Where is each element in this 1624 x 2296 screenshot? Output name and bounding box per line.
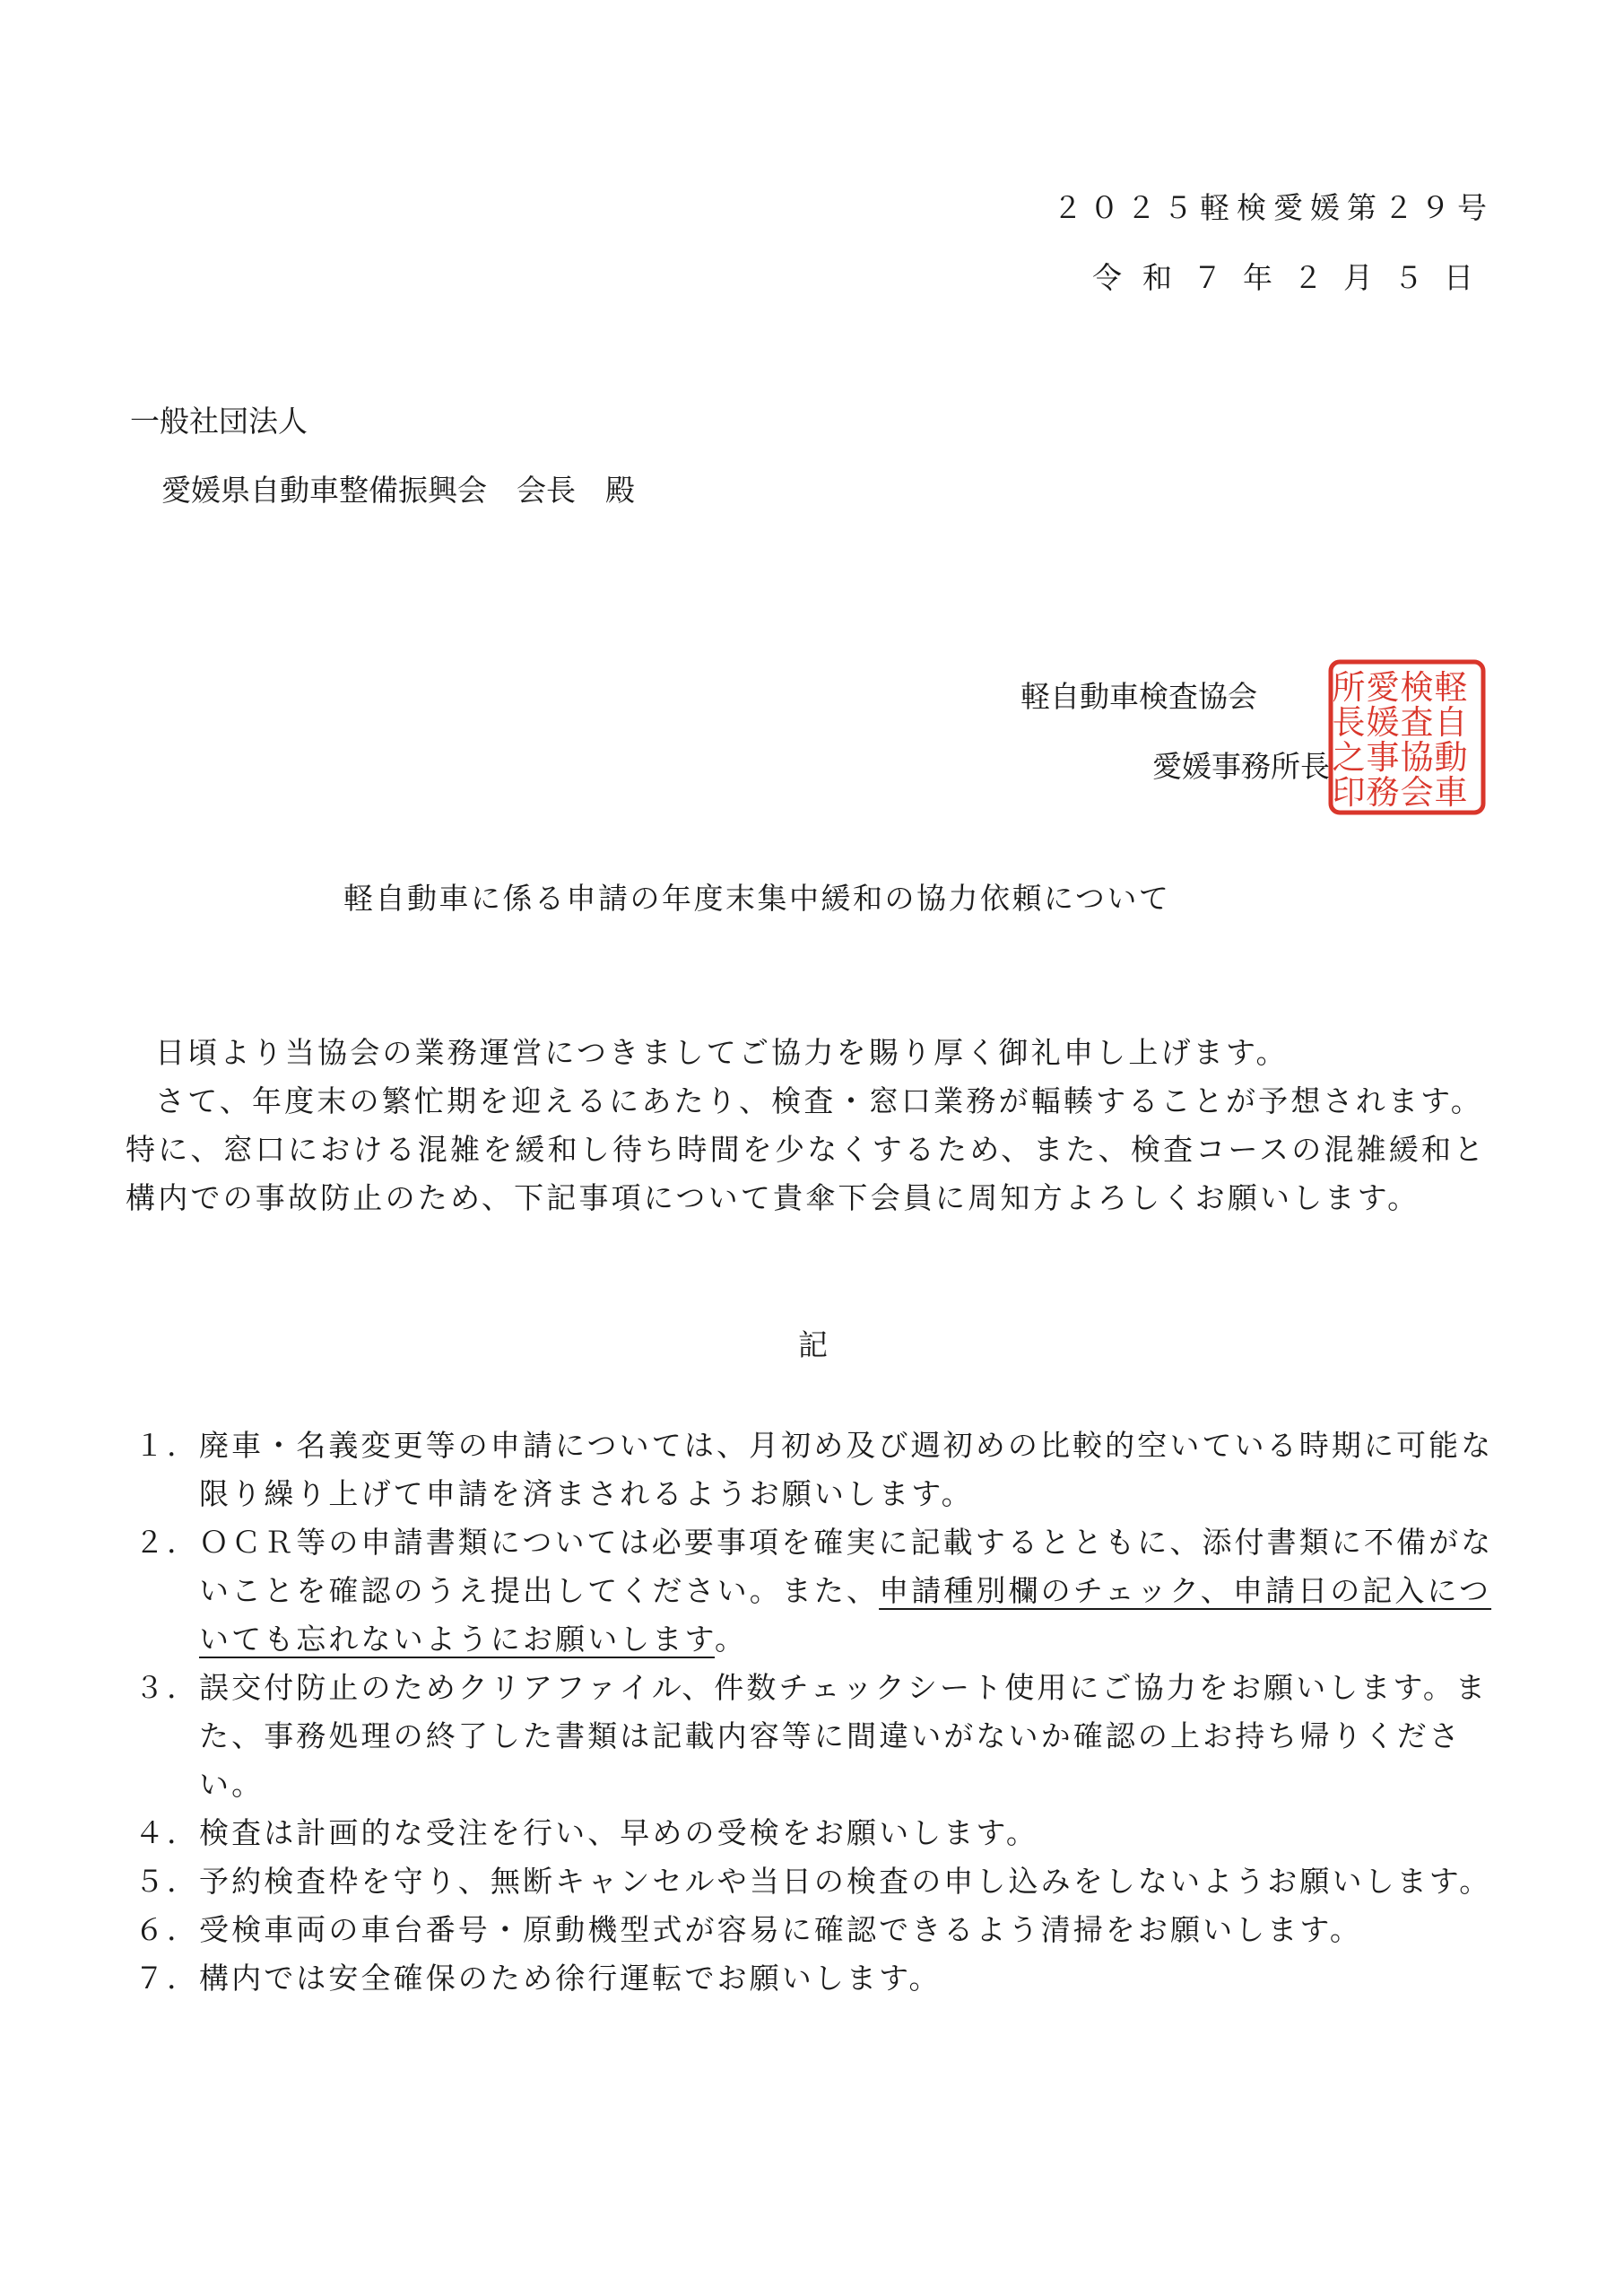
seal-character: 自 (1434, 703, 1468, 742)
seal-character: 会 (1400, 773, 1434, 812)
official-seal (1325, 657, 1489, 818)
item-text: 廃車・名義変更等の申請については、月初め及び週初めの比較的空いている時期に可能な限り繰り上げて申請を済まされるようお願いします。 (199, 1428, 1494, 1511)
item-text: 検査は計画的な受注を行い、早めの受検をお願いします。 (199, 1815, 1038, 1850)
item-text-end: 。 (714, 1622, 748, 1657)
item-number: ６． (135, 1912, 200, 1947)
recipient-org-type: 一般社団法人 (130, 404, 308, 439)
body-paragraph-greeting: 日頃より当協会の業務運営につきましてご協力を賜り厚く御礼申し上げます。 (155, 1035, 1289, 1070)
item-text: ＯＣＲ等の申請書類については必要事項を確実に記載するとともに、添付書類に不備がないことを確認のうえ提出してください。また、 (199, 1525, 1494, 1608)
list-item (135, 1664, 1507, 1809)
seal-character: 媛 (1366, 703, 1400, 742)
item-underlined-text: 申請種別欄のチェック、申請日の記入についても忘れないようにお願いします (199, 1573, 1492, 1657)
document-date: 令和７年２月５日 (1092, 260, 1494, 295)
seal-character: 所 (1332, 668, 1366, 707)
list-item (135, 1857, 1507, 1906)
seal-character: 車 (1434, 773, 1468, 812)
seal-character: 事 (1366, 738, 1400, 777)
item-number: ３． (135, 1670, 200, 1705)
seal-character: 軽 (1434, 668, 1468, 707)
body-paragraph-request: さて、年度末の繁忙期を迎えるにあたり、検査・窓口業務が輻輳することが予想されます。特に、窓口における混雑を緩和し待ち時間を少なくするため、また、検査コースの混雑緩和と構内での事故防止のため、下記事項について貴傘下会員に周知方よろしくお願いします。 (126, 1083, 1487, 1215)
list-item (135, 1518, 1507, 1664)
seal-character: 動 (1434, 738, 1468, 777)
request-item-list (135, 1422, 1507, 2003)
recipient-name: 愛媛県自動車整備振興会 会長 殿 (161, 473, 635, 508)
item-text: 構内では安全確保のため徐行運転でお願いします。 (199, 1961, 942, 1996)
document-number: ２０２５軽検愛媛第２９号 (1053, 190, 1494, 225)
list-item (135, 1809, 1507, 1857)
list-item (135, 1906, 1507, 1954)
seal-character: 査 (1400, 703, 1434, 742)
seal-character: 長 (1332, 703, 1366, 742)
seal-character: 協 (1400, 738, 1434, 777)
sender-title: 愛媛事務所長 (1152, 749, 1330, 784)
document-subject: 軽自動車に係る申請の年度末集中緩和の協力依頼について (343, 881, 1171, 916)
item-number: ７． (135, 1961, 200, 1996)
seal-character: 愛 (1366, 668, 1400, 707)
item-number: ５． (135, 1864, 200, 1899)
ki-heading: 記 (798, 1327, 828, 1362)
sender-organization: 軽自動車検査協会 (1020, 679, 1257, 714)
seal-character: 之 (1332, 738, 1366, 777)
seal-glyphs (1333, 668, 1468, 812)
item-number: ２． (135, 1525, 200, 1560)
document-body (126, 1029, 1498, 1222)
item-text: 誤交付防止のためクリアファイル、件数チェックシート使用にご協力をお願いします。また、事務処理の終了した書類は記載内容等に間違いがないか確認の上お持ち帰りください。 (199, 1670, 1489, 1802)
item-number: １． (135, 1428, 200, 1463)
item-text: 受検車両の車台番号・原動機型式が容易に確認できるよう清掃をお願いします。 (199, 1912, 1362, 1947)
item-number: ４． (135, 1815, 200, 1850)
seal-character: 検 (1400, 668, 1434, 707)
list-item (135, 1954, 1507, 2003)
seal-character: 務 (1366, 773, 1400, 812)
list-item (135, 1422, 1507, 1518)
seal-character: 印 (1332, 773, 1366, 812)
item-text: 予約検査枠を守り、無断キャンセルや当日の検査の申し込みをしないようお願いします。 (199, 1864, 1492, 1899)
